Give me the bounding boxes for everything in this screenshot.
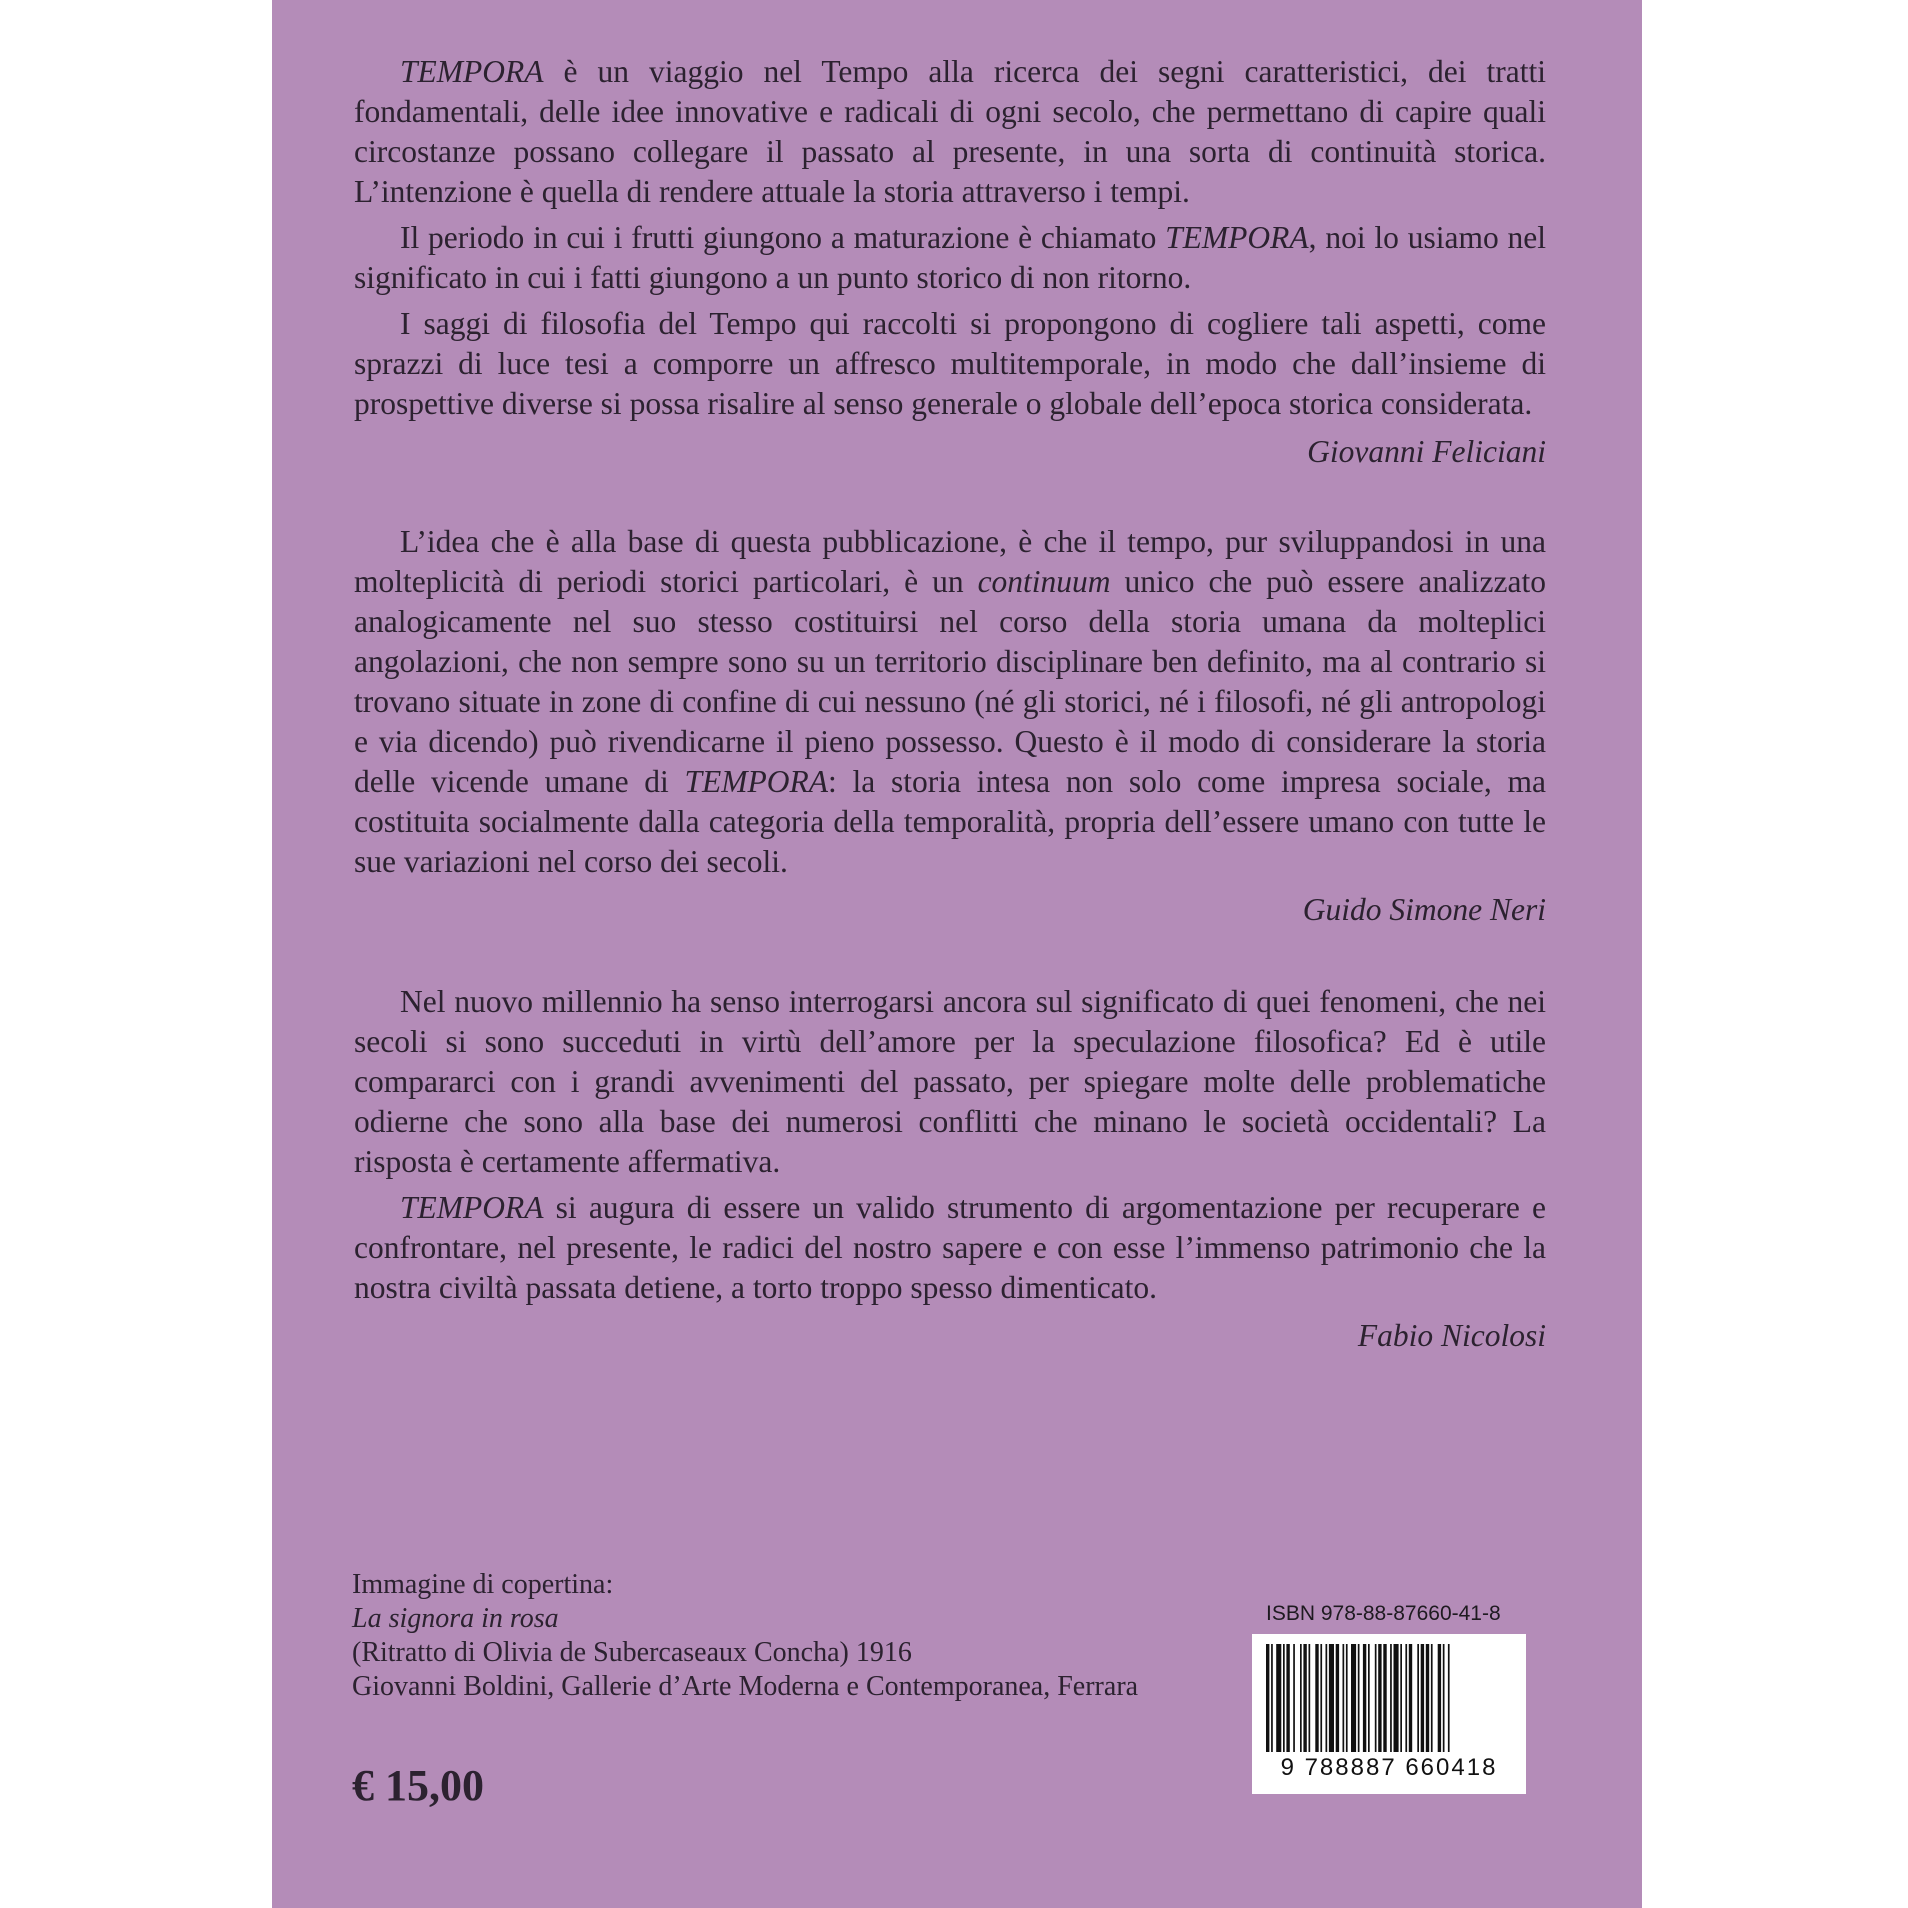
continuum-emphasis: continuum (977, 564, 1111, 599)
paragraph-3: I saggi di filosofia del Tempo qui raccolti si propongono di cogliere tali aspetti, come sprazzi di luce tesi a comporre un affresco multitemporale, in modo che dall’insieme di prospettive diverse si possa risalire al senso generale o globale dell’epoca storica considerata. (354, 306, 1546, 421)
barcode-bar (1309, 1644, 1311, 1752)
barcode-bar (1351, 1644, 1356, 1752)
barcode-bar (1336, 1644, 1339, 1752)
paragraph-2 (354, 218, 1546, 298)
paragraph-text: Il periodo in cui i frutti giungono a maturazione è chiamato (400, 220, 1166, 255)
barcode-bar (1390, 1644, 1392, 1752)
barcode-bar (1358, 1644, 1360, 1752)
paragraph-text: è un viaggio nel Tempo alla ricerca dei segni caratteristici, dei tratti fondamentali, delle idee innovative e radicali di ogni secolo, che permettano di capire quali circostanze possano collegare il passato al presente, in una sorta di continuità storica. L’intenzione è quella di rendere attuale la storia attraverso i tempi. (354, 54, 1546, 209)
title-emphasis: TEMPORA (1165, 220, 1309, 255)
signature-3: Fabio Nicolosi (1357, 1318, 1546, 1353)
artwork-title: La signora in rosa (352, 1603, 559, 1634)
barcode-bar (1375, 1644, 1377, 1752)
barcode-bar (1315, 1644, 1318, 1752)
paragraph-4 (354, 522, 1546, 882)
paragraph-6 (354, 1188, 1546, 1308)
barcode-bar (1326, 1644, 1328, 1752)
paragraph-1 (354, 52, 1546, 212)
signature-2: Guido Simone Neri (1302, 892, 1546, 927)
barcode-bar (1438, 1644, 1441, 1752)
artwork-subtitle: (Ritratto di Olivia de Subercaseaux Concha) 1916 (352, 1637, 912, 1668)
barcode-bar (1293, 1644, 1295, 1752)
paragraph-text: unico che può essere analizzato analogicamente nel suo stesso costituirsi nel corso della storia umana da molteplici angolazioni, che non sempre sono su un territorio disciplinare ben definito, ma al contrario si trovano situate in zone di confine di cui nessuno (né gli storici, né i filosofi, né gli antropologi e via dicendo) può rivendicarne il pieno possesso. Questo è il modo di considerare la storia delle vicende umane di (354, 564, 1546, 799)
paragraph-text: : la storia intesa non solo come impresa sociale, ma costituita socialmente dalla categoria della temporalità, propria dell’essere umano con tutte le sue variazioni nel corso dei secoli. (354, 764, 1546, 879)
barcode-bar (1368, 1644, 1370, 1752)
barcode-bar (1417, 1644, 1419, 1752)
barcode-bar (1271, 1644, 1273, 1752)
price: € 15,00 (352, 1761, 484, 1810)
barcode-bar (1303, 1644, 1306, 1752)
title-emphasis: TEMPORA (400, 1190, 544, 1225)
barcode-bar (1343, 1644, 1345, 1752)
barcode-bar (1346, 1644, 1348, 1752)
title-emphasis: TEMPORA (684, 764, 829, 799)
barcode-bars (1262, 1644, 1516, 1752)
barcode-bar (1283, 1644, 1285, 1752)
barcode (1252, 1634, 1526, 1794)
barcode-bar (1363, 1644, 1366, 1752)
signature-1: Giovanni Feliciani (1307, 434, 1546, 469)
barcode-bar (1426, 1644, 1429, 1752)
artwork-source: Giovanni Boldini, Gallerie d’Arte Moderna e Contemporanea, Ferrara (352, 1671, 1139, 1702)
barcode-bar (1266, 1644, 1269, 1752)
barcode-bar (1286, 1644, 1289, 1752)
barcode-bar (1320, 1644, 1322, 1752)
paragraph-text: L’idea che è alla base di questa pubblicazione, è che il tempo, pur sviluppandosi in una molteplicità di periodi storici particolari, è un (354, 524, 1546, 599)
barcode-bar (1405, 1644, 1407, 1752)
barcode-bar (1443, 1644, 1445, 1752)
cover-image-credits (352, 1568, 1138, 1704)
barcode-bar (1378, 1644, 1381, 1752)
barcode-bar (1409, 1644, 1412, 1752)
paragraph-5: Nel nuovo millennio ha senso interrogarsi ancora sul significato di quei fenomeni, che nei secoli si sono succeduti in virtù dell’amore per la speculazione filosofica? Ed è utile compararci con i grandi avvenimenti del passato, per spiegare molte delle problematiche odierne che sono alla base dei numerosi conflitti che minano le società occidentali? La risposta è certamente affermativa. (354, 984, 1546, 1179)
paragraph-text: si augura di essere un valido strumento di argomentazione per recuperare e confrontare, nel presente, le radici del nostro sapere e con esse l’immenso patrimonio che la nostra civiltà passata detiene, a torto troppo spesso dimenticato. (354, 1190, 1546, 1305)
barcode-digits: 9 788887 660418 (1280, 1754, 1498, 1781)
barcode-bar (1383, 1644, 1386, 1752)
back-cover (272, 0, 1642, 1908)
barcode-bar (1300, 1644, 1302, 1752)
barcode-bar (1421, 1644, 1424, 1752)
isbn-label: ISBN 978-88-87660-41-8 (1266, 1602, 1501, 1625)
barcode-bar (1431, 1644, 1433, 1752)
barcode-bar (1276, 1644, 1281, 1752)
barcode-bar (1394, 1644, 1399, 1752)
barcode-bar (1448, 1644, 1450, 1752)
barcode-bar (1329, 1644, 1334, 1752)
paragraph-text: , noi lo usiamo nel significato in cui i fatti giungono a un punto storico di non ritorno. (354, 220, 1546, 295)
barcode-bar (1400, 1644, 1402, 1752)
credits-heading: Immagine di copertina: (352, 1569, 614, 1600)
blurb-text (354, 52, 1546, 1356)
title-emphasis: TEMPORA (400, 54, 544, 89)
